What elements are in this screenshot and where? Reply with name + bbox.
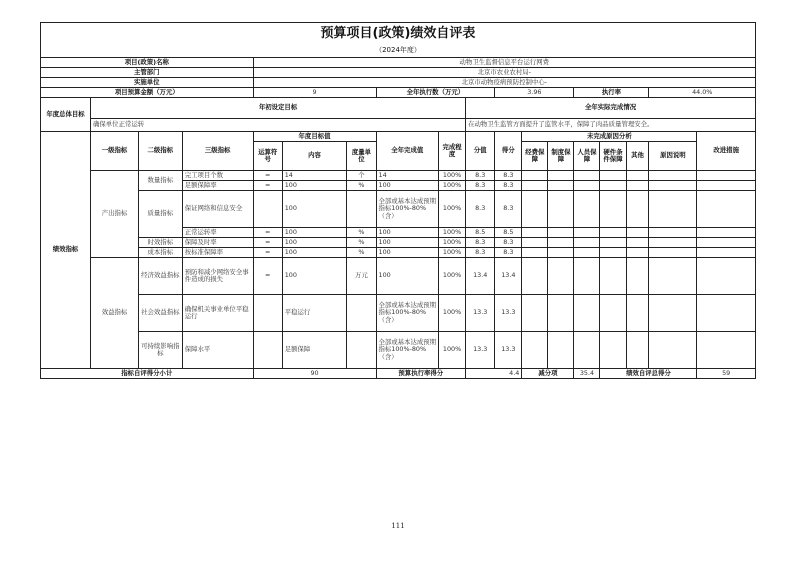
- row-actual: 100: [376, 228, 439, 238]
- row-improve: [697, 238, 756, 248]
- row-other: [626, 228, 649, 238]
- row-staff: [574, 248, 600, 258]
- row-reason: [649, 228, 697, 238]
- row-get: 13.4: [495, 258, 522, 295]
- row-op: [253, 295, 282, 332]
- exec-amount-label: 全年执行数（万元）: [376, 88, 495, 98]
- row-content: 100: [282, 238, 347, 248]
- level2-quantity: 数量指标: [138, 171, 182, 191]
- header-unit: 度量单位: [347, 142, 376, 171]
- row-name: 正常运转率: [182, 228, 253, 238]
- header-score: 分值: [466, 132, 495, 171]
- row-name: 保障水平: [182, 332, 253, 369]
- goal-actual-header: 全年实际完成情况: [466, 98, 756, 119]
- budget-value: 9: [253, 88, 376, 98]
- goal-label: 年度总体目标: [41, 98, 91, 132]
- department-value: 北京市农业农村局-: [253, 68, 755, 78]
- header-reason: 原因说明: [649, 142, 697, 171]
- row-score: 8.5: [466, 228, 495, 238]
- row-staff: [574, 295, 600, 332]
- header-target-group: 年度目标值: [253, 132, 376, 142]
- row-unit: [347, 332, 376, 369]
- exec-rate-label: 执行率: [574, 88, 649, 98]
- row-actual: 14: [376, 171, 439, 181]
- row-get: 13.3: [495, 295, 522, 332]
- evaluation-sheet: [40, 22, 756, 379]
- row-unit: [347, 191, 376, 228]
- row-improve: [697, 191, 756, 228]
- row-staff: [574, 181, 600, 191]
- row-get: 8.3: [495, 181, 522, 191]
- row-content: 100: [282, 228, 347, 238]
- row-content: 足额保障: [282, 332, 347, 369]
- row-reason: [649, 191, 697, 228]
- department-label: 主管部门: [41, 68, 254, 78]
- row-actual: 100: [376, 181, 439, 191]
- deduct-label: 减分项: [522, 369, 574, 379]
- page-subtitle: （2024年度）: [41, 45, 756, 58]
- row-staff: [574, 238, 600, 248]
- row-degree: 100%: [439, 181, 466, 191]
- row-degree: 100%: [439, 248, 466, 258]
- row-hardware: [600, 228, 626, 238]
- row-staff: [574, 258, 600, 295]
- row-op: [253, 332, 282, 369]
- row-reason: [649, 258, 697, 295]
- row-other: [626, 258, 649, 295]
- row-hardware: [600, 295, 626, 332]
- row-unit: %: [347, 248, 376, 258]
- unit-label: 实施单位: [41, 78, 254, 88]
- row-get: 8.3: [495, 191, 522, 228]
- goal-plan-header: 年初设定目标: [91, 98, 466, 119]
- row-actual: 100: [376, 248, 439, 258]
- row-score: 8.3: [466, 248, 495, 258]
- row-actual: 全部或基本达成预期指标100%-80%（含）: [376, 295, 439, 332]
- total-label: 绩效自评总得分: [600, 369, 697, 379]
- row-hardware: [600, 181, 626, 191]
- exec-score-value: 4.4: [466, 369, 522, 379]
- row-degree: 100%: [439, 228, 466, 238]
- budget-label: 项目预算金额（万元）: [41, 88, 254, 98]
- level1-effect: 效益指标: [91, 258, 139, 369]
- row-op: [253, 191, 282, 228]
- row-content: 100: [282, 191, 347, 228]
- project-name-value: 动物卫生监督信息平台运行网费: [253, 58, 755, 68]
- row-actual: 100: [376, 238, 439, 248]
- row-name: 确保机关事业单位平稳运行: [182, 295, 253, 332]
- row-system: [548, 258, 574, 295]
- row-degree: 100%: [439, 171, 466, 181]
- row-op: =: [253, 248, 282, 258]
- row-staff: [574, 171, 600, 181]
- row-score: 8.3: [466, 171, 495, 181]
- goal-plan-value: 确保单位正常运转: [91, 119, 466, 132]
- row-unit: %: [347, 228, 376, 238]
- project-name-label: 项目(政策)名称: [41, 58, 254, 68]
- level2-sustain: 可持续影响指标: [138, 332, 182, 369]
- level2-timeliness: 时效指标: [138, 238, 182, 248]
- header-level1: 一级指标: [91, 132, 139, 171]
- header-staff: 人员保障: [574, 142, 600, 171]
- row-system: [548, 332, 574, 369]
- exec-amount-value: 3.96: [495, 88, 574, 98]
- row-unit: %: [347, 238, 376, 248]
- row-get: 8.3: [495, 248, 522, 258]
- row-system: [548, 248, 574, 258]
- perf-label: 绩效指标: [41, 132, 91, 369]
- row-fund: [522, 332, 548, 369]
- row-other: [626, 171, 649, 181]
- header-reason-group: 未完成原因分析: [522, 132, 697, 142]
- header-level3: 三级指标: [182, 132, 253, 171]
- row-hardware: [600, 332, 626, 369]
- row-degree: 100%: [439, 191, 466, 228]
- row-system: [548, 191, 574, 228]
- row-degree: 100%: [439, 332, 466, 369]
- header-hardware: 硬件条件保障: [600, 142, 626, 171]
- row-hardware: [600, 238, 626, 248]
- header-op: 运算符号: [253, 142, 282, 171]
- row-reason: [649, 248, 697, 258]
- row-reason: [649, 238, 697, 248]
- row-name: 按标准保障率: [182, 248, 253, 258]
- page-title: 预算项目(政策)绩效自评表: [41, 23, 756, 46]
- row-content: 100: [282, 258, 347, 295]
- row-actual: 100: [376, 258, 439, 295]
- header-degree: 完成程度: [439, 132, 466, 171]
- row-reason: [649, 332, 697, 369]
- row-content: 平稳运行: [282, 295, 347, 332]
- level2-cost: 成本指标: [138, 248, 182, 258]
- deduct-value: 35.4: [574, 369, 600, 379]
- row-system: [548, 238, 574, 248]
- row-improve: [697, 295, 756, 332]
- row-hardware: [600, 191, 626, 228]
- row-name: 保障及时率: [182, 238, 253, 248]
- row-fund: [522, 228, 548, 238]
- level1-output: 产出指标: [91, 171, 139, 258]
- header-system: 制度保障: [548, 142, 574, 171]
- row-unit: 个: [347, 171, 376, 181]
- row-fund: [522, 248, 548, 258]
- row-name: 保证网络和信息安全: [182, 191, 253, 228]
- row-op: =: [253, 181, 282, 191]
- row-get: 13.3: [495, 332, 522, 369]
- exec-score-label: 预算执行率得分: [376, 369, 466, 379]
- row-fund: [522, 181, 548, 191]
- row-score: 8.3: [466, 181, 495, 191]
- page-number: 111: [391, 522, 405, 530]
- row-op: =: [253, 258, 282, 295]
- row-reason: [649, 171, 697, 181]
- goal-actual-value: 在动物卫生监管方面提升了监管水平，保障了肉品质量管理安全。: [466, 119, 756, 132]
- header-get: 得分: [495, 132, 522, 171]
- subtotal-value: 90: [253, 369, 376, 379]
- row-other: [626, 248, 649, 258]
- exec-rate-value: 44.0%: [649, 88, 756, 98]
- row-score: 13.3: [466, 332, 495, 369]
- row-fund: [522, 191, 548, 228]
- row-fund: [522, 295, 548, 332]
- row-get: 8.5: [495, 228, 522, 238]
- level2-social: 社会效益指标: [138, 295, 182, 332]
- row-staff: [574, 191, 600, 228]
- row-improve: [697, 248, 756, 258]
- row-unit: 万元: [347, 258, 376, 295]
- level2-quality: 质量指标: [138, 191, 182, 238]
- row-other: [626, 332, 649, 369]
- row-actual: 全部或基本达成预期指标100%-80%（含）: [376, 332, 439, 369]
- unit-value: 北京市动物疫病预防控制中心-: [253, 78, 755, 88]
- total-value: 59: [697, 369, 756, 379]
- subtotal-label: 指标自评得分小计: [41, 369, 254, 379]
- row-improve: [697, 171, 756, 181]
- row-actual: 全部或基本达成预期指标100%-80%（含）: [376, 191, 439, 228]
- row-other: [626, 191, 649, 228]
- row-hardware: [600, 248, 626, 258]
- header-other: 其他: [626, 142, 649, 171]
- header-level2: 二级指标: [138, 132, 182, 171]
- row-degree: 100%: [439, 238, 466, 248]
- row-content: 14: [282, 171, 347, 181]
- row-name: 完工项目个数: [182, 171, 253, 181]
- row-system: [548, 228, 574, 238]
- header-fund: 经费保障: [522, 142, 548, 171]
- level2-economic: 经济效益指标: [138, 258, 182, 295]
- header-actual: 全年完成值: [376, 132, 439, 171]
- row-op: =: [253, 171, 282, 181]
- row-improve: [697, 228, 756, 238]
- row-fund: [522, 238, 548, 248]
- header-improve: 改进措施: [697, 132, 756, 171]
- row-system: [548, 171, 574, 181]
- row-get: 8.3: [495, 238, 522, 248]
- row-score: 8.3: [466, 191, 495, 228]
- row-fund: [522, 171, 548, 181]
- row-other: [626, 238, 649, 248]
- row-unit: [347, 295, 376, 332]
- row-get: 8.3: [495, 171, 522, 181]
- row-improve: [697, 332, 756, 369]
- row-other: [626, 295, 649, 332]
- row-score: 13.3: [466, 295, 495, 332]
- row-name: 预防和减少网络安全事件造成的损失: [182, 258, 253, 295]
- row-system: [548, 181, 574, 191]
- row-degree: 100%: [439, 258, 466, 295]
- row-degree: 100%: [439, 295, 466, 332]
- row-improve: [697, 181, 756, 191]
- row-content: 100: [282, 181, 347, 191]
- header-content: 内容: [282, 142, 347, 171]
- row-content: 100: [282, 248, 347, 258]
- row-hardware: [600, 171, 626, 181]
- row-hardware: [600, 258, 626, 295]
- evaluation-table: [40, 22, 756, 379]
- row-improve: [697, 258, 756, 295]
- row-system: [548, 295, 574, 332]
- row-op: =: [253, 228, 282, 238]
- row-op: =: [253, 238, 282, 248]
- row-reason: [649, 295, 697, 332]
- row-score: 13.4: [466, 258, 495, 295]
- row-score: 8.3: [466, 238, 495, 248]
- row-name: 足额保障率: [182, 181, 253, 191]
- row-staff: [574, 228, 600, 238]
- row-fund: [522, 258, 548, 295]
- row-unit: %: [347, 181, 376, 191]
- row-staff: [574, 332, 600, 369]
- row-reason: [649, 181, 697, 191]
- row-other: [626, 181, 649, 191]
